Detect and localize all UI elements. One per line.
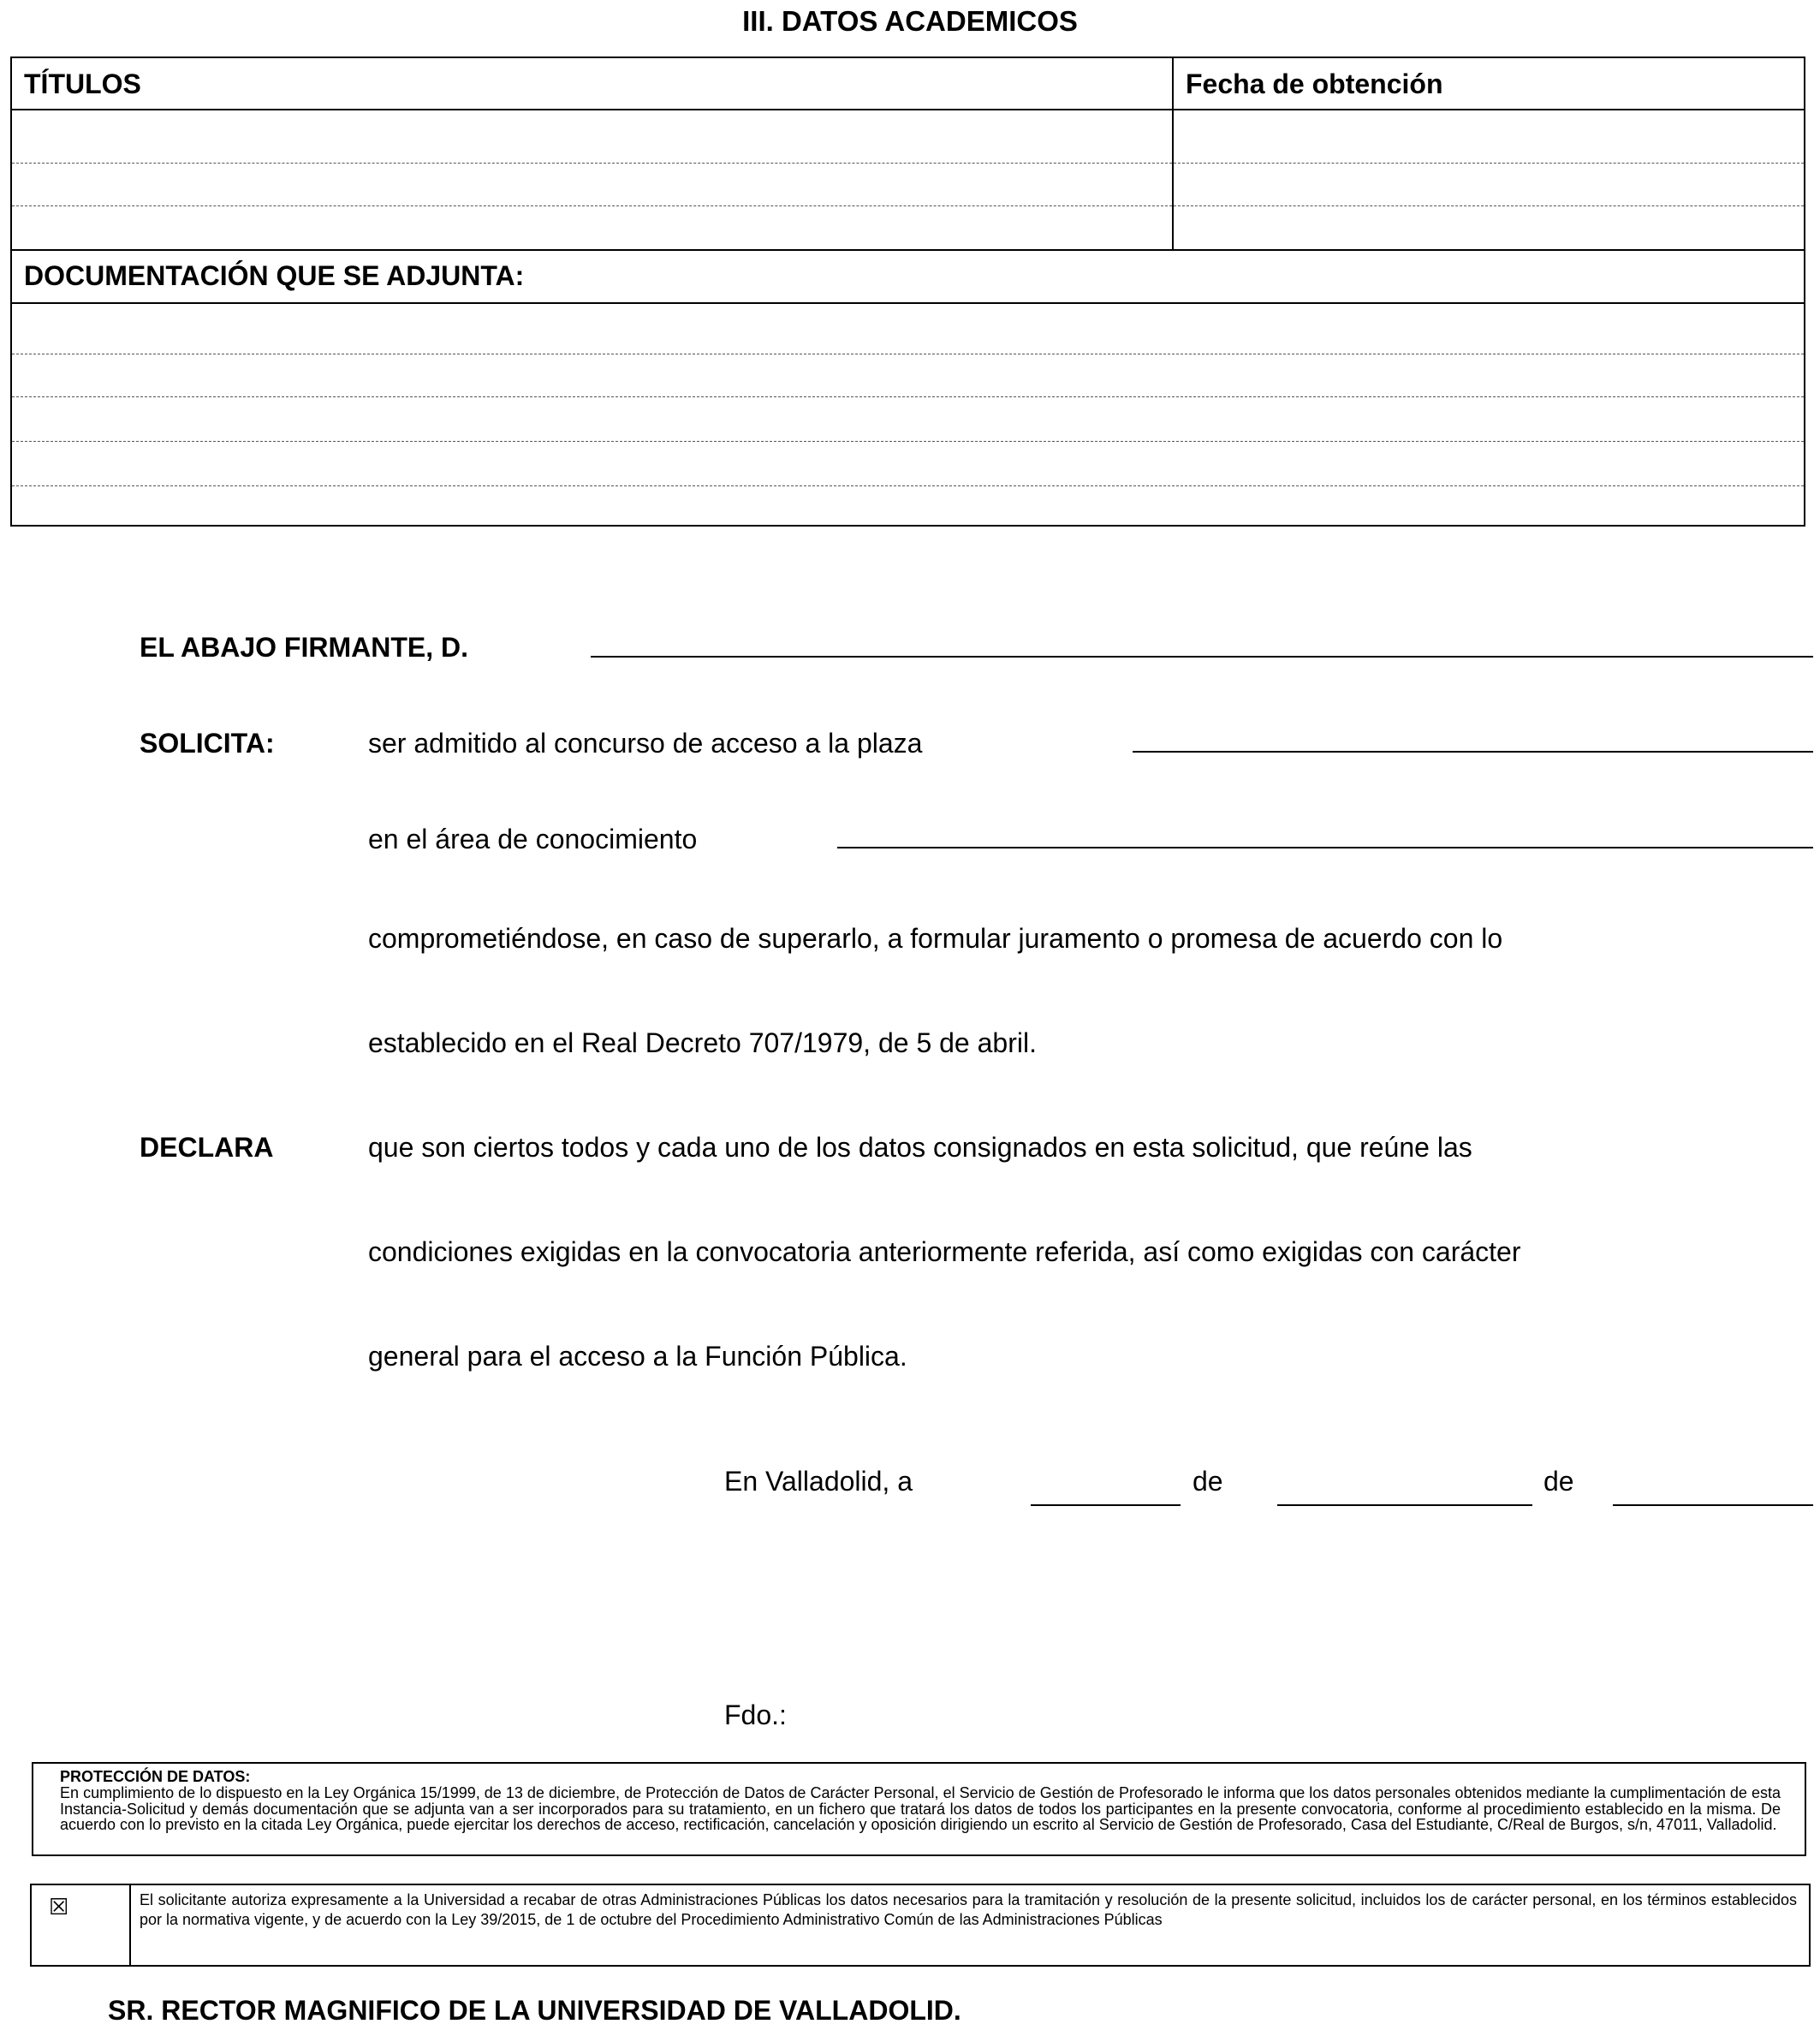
solicita-text-4: establecido en el Real Decreto 707/1979, de 5 de abril.: [368, 1027, 1037, 1058]
authorization-text: El solicitante autoriza expresamente a la Universidad a recabar de otras Administraciones Públicas los datos necesarios para la tramitación y resolución de la presente solicitud, incluidos los de carácter personal, en los términos establecidos por la normativa vigente, y de acuerdo con la Ley 39/2015, de 1 de octubre del Procedimiento Administrativo Común de las Administraciones Públicas: [140, 1891, 1797, 1928]
signer-name-field[interactable]: [591, 656, 1813, 658]
titles-entry-line[interactable]: [12, 163, 1172, 164]
signature-label: Fdo.:: [724, 1700, 787, 1730]
solicita-text-2: en el área de conocimiento: [368, 824, 698, 854]
declara-text-1: que son ciertos todos y cada uno de los datos consignados en esta solicitud, que reúne las: [368, 1132, 1472, 1163]
section-divider: [12, 249, 1804, 251]
section-title: III. DATOS ACADEMICOS: [742, 5, 1078, 37]
titles-header: TÍTULOS: [24, 68, 141, 99]
header-divider: [12, 109, 1804, 110]
place-prefix: En Valladolid, a: [724, 1466, 913, 1497]
data-protection-title: PROTECCIÓN DE DATOS:: [60, 1768, 251, 1785]
declara-label: DECLARA: [140, 1132, 274, 1163]
declara-text-3: general para el acceso a la Función Pública.: [368, 1341, 907, 1372]
year-field[interactable]: [1613, 1504, 1813, 1506]
signer-label: EL ABAJO FIRMANTE, D.: [140, 632, 469, 663]
day-field[interactable]: [1031, 1504, 1181, 1506]
titles-entry-line[interactable]: [12, 205, 1172, 206]
docs-header-divider: [12, 302, 1804, 304]
date-entry-line[interactable]: [1174, 163, 1804, 164]
date-header: Fecha de obtención: [1186, 68, 1443, 99]
docs-header: DOCUMENTACIÓN QUE SE ADJUNTA:: [24, 260, 525, 291]
data-protection-text: En cumplimiento de lo dispuesto en la Ley Orgánica 15/1999, de 13 de diciembre, de Protección de Datos de Carácter Personal, el Servicio de Gestión de Profesorado le informa que los datos personales obtenidos mediante la cumplimentación de esta Instancia-Solicitud y demás documentación que se adjunta van a ser incorporados para su tratamiento, en un fichero que tratará los datos de todos los participantes en la presente convocatoria, conforme al procedimiento establecido en la misma. De acuerdo con lo previsto en la citada Ley Orgánica, puede ejercitar los derechos de acceso, rectificación, cancelación y oposición dirigiendo un escrito al Servicio de Gestión de Profesorado, Casa del Estudiante, C/Real de Burgos, s/n, 47011, Valladolid.: [60, 1784, 1781, 1833]
recipient-footer: SR. RECTOR MAGNIFICO DE LA UNIVERSIDAD DE VALLADOLID.: [108, 1995, 961, 2026]
solicita-text-3: comprometiéndose, en caso de superarlo, a formular juramento o promesa de acuerdo con lo: [368, 923, 1503, 954]
docs-entry-line[interactable]: [12, 485, 1804, 486]
solicita-label: SOLICITA:: [140, 728, 275, 759]
plaza-field[interactable]: [1133, 751, 1813, 753]
date-entry-line[interactable]: [1174, 205, 1804, 206]
docs-entry-line[interactable]: [12, 396, 1804, 397]
authorization-box: [30, 1884, 1811, 1967]
authorization-divider: [129, 1885, 131, 1965]
authorization-checkbox[interactable]: ☒: [49, 1894, 69, 1920]
date-de-1: de: [1193, 1466, 1223, 1497]
declara-text-2: condiciones exigidas en la convocatoria anteriormente referida, así como exigidas con carácter: [368, 1236, 1521, 1267]
docs-entry-line[interactable]: [12, 441, 1804, 442]
academic-table: [10, 57, 1805, 527]
area-field[interactable]: [837, 847, 1813, 848]
date-de-2: de: [1543, 1466, 1574, 1497]
month-field[interactable]: [1277, 1504, 1532, 1506]
data-protection-box: [32, 1762, 1806, 1856]
solicita-text-1: ser admitido al concurso de acceso a la plaza: [368, 728, 923, 759]
column-divider: [1172, 58, 1174, 250]
